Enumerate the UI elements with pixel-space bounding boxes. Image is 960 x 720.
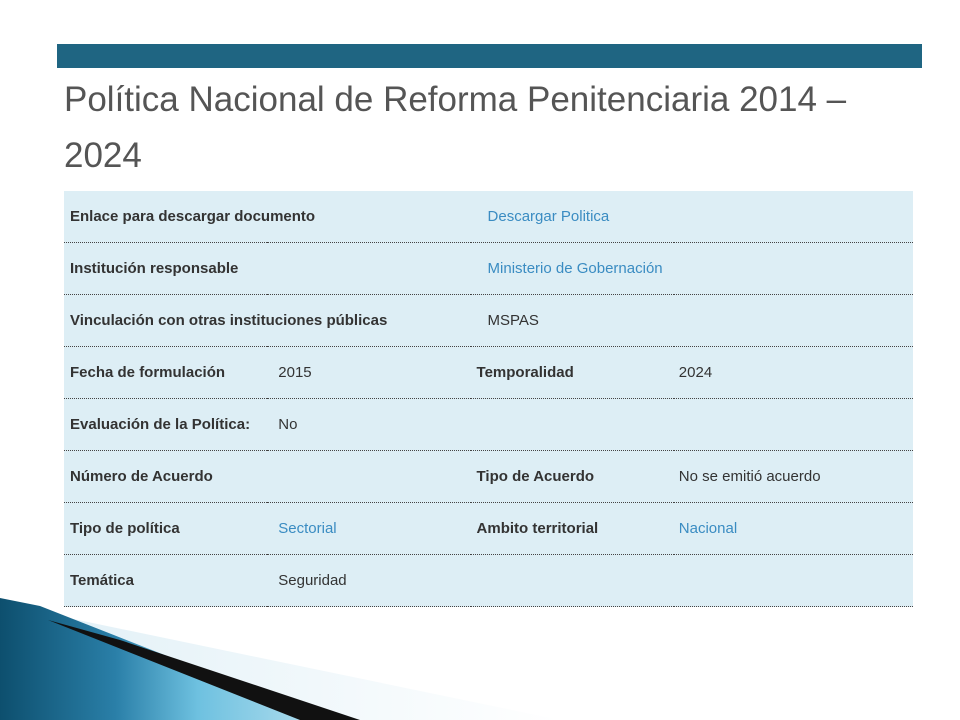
linked-institutions-value: MSPAS — [471, 295, 913, 347]
policy-info-table — [64, 191, 913, 607]
formulation-date-label: Fecha de formulación — [64, 347, 267, 399]
temporality-value: 2024 — [674, 347, 913, 399]
evaluation-value: No — [267, 399, 470, 451]
linked-institutions-label: Vinculación con otras instituciones públicas — [64, 295, 471, 347]
download-link-label: Enlace para descargar documento — [64, 191, 471, 243]
agreement-number-value — [267, 451, 470, 503]
theme-value: Seguridad — [267, 555, 470, 607]
table-row — [64, 503, 913, 555]
territorial-scope-label: Ambito territorial — [471, 503, 674, 555]
theme-label: Temática — [64, 555, 267, 607]
policy-type-label: Tipo de política — [64, 503, 267, 555]
evaluation-label: Evaluación de la Política: — [64, 399, 267, 451]
table-row — [64, 243, 913, 295]
header-bar — [57, 44, 922, 68]
table-row — [64, 451, 913, 503]
policy-type-link[interactable]: Sectorial — [278, 520, 337, 537]
agreement-type-label: Tipo de Acuerdo — [471, 451, 674, 503]
institution-label: Institución responsable — [64, 243, 471, 295]
decoration-fade-shape — [0, 603, 560, 720]
table-row — [64, 399, 913, 451]
territorial-scope-link[interactable]: Nacional — [678, 520, 738, 537]
decoration-blue-shape — [0, 598, 330, 720]
table-row — [64, 347, 913, 399]
table-row — [64, 191, 913, 243]
agreement-type-value: No se emitió acuerdo — [674, 451, 913, 503]
decoration-dark-stripe — [48, 620, 360, 720]
institution-link[interactable]: Ministerio de Gobernación — [487, 260, 663, 277]
table-row — [64, 555, 913, 607]
temporality-label: Temporalidad — [471, 347, 674, 399]
agreement-number-label: Número de Acuerdo — [64, 451, 267, 503]
page-title: Política Nacional de Reforma Penitenciaria 2014 – 2024 — [64, 80, 847, 175]
table-row — [64, 295, 913, 347]
formulation-date-value: 2015 — [267, 347, 470, 399]
download-policy-link[interactable]: Descargar Politica — [487, 208, 610, 225]
